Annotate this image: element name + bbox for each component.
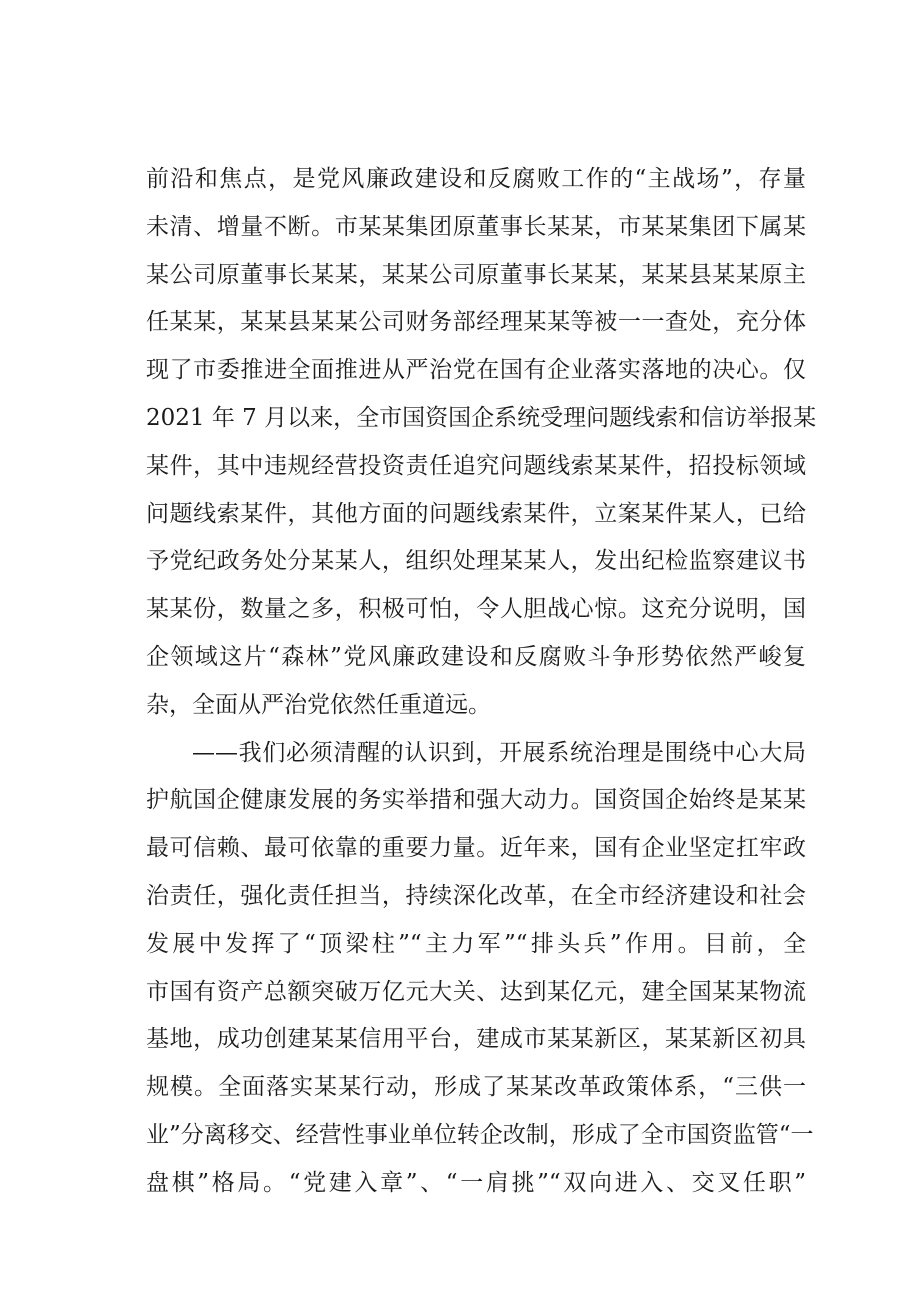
text-line: 予党纪政务处分某某人，组织处理某某人，发出纪检监察建议书: [146, 548, 806, 575]
text-line: 现了市委推进全面推进从严治党在国有企业落实落地的决心。仅: [146, 357, 806, 384]
text-line: 某某份，数量之多，积极可怕，令人胆战心惊。这充分说明，国: [146, 596, 806, 623]
text-line: 最可信赖、最可依靠的重要力量。近年来，国有企业坚定扛牢政: [146, 835, 806, 862]
text-line: 某件，其中违规经营投资责任追究问题线索某某件，招投标领域: [146, 452, 806, 479]
text-line: 2021 年 7 月以来，全市国资国企系统受理问题线索和信访举报某: [146, 404, 817, 431]
paragraph-1: [146, 156, 817, 730]
text-line: 未清、增量不断。市某某集团原董事长某某，市某某集团下属某: [146, 213, 806, 240]
paragraph-2: [146, 730, 814, 1208]
text-line: 基地，成功创建某某信用平台，建成市某某新区，某某新区初具: [146, 1026, 806, 1053]
text-line: 某公司原董事长某某，某某公司原董事长某某，某某县某某原主: [146, 261, 806, 288]
text-line: 企领域这片“森林”党风廉政建设和反腐败斗争形势依然严峻复: [146, 643, 806, 670]
text-line: 问题线索某件，其他方面的问题线索某件，立案某件某人，已给: [146, 500, 806, 527]
text-line: 发展中发挥了“顶梁柱”“主力军”“排头兵”作用。目前，全: [146, 930, 806, 957]
text-line: ——我们必须清醒的认识到，开展系统治理是围绕中心大局: [192, 739, 806, 766]
text-line: 业”分离移交、经营性事业单位转企改制，形成了全市国资监管“一: [146, 1121, 814, 1148]
text-line: 杂，全面从严治党依然任重道远。: [146, 691, 491, 718]
text-line: 盘棋”格局。“党建入章”、“一肩挑”“双向进入、交叉任职”: [146, 1169, 806, 1196]
text-line: 任某某，某某县某某公司财务部经理某某等被一一查处，充分体: [146, 309, 806, 336]
text-line: 规模。全面落实某某行动，形成了某某改革政策体系，“三供一: [146, 1074, 806, 1101]
text-line: 护航国企健康发展的务实举措和强大动力。国资国企始终是某某: [146, 787, 806, 814]
text-line: 前沿和焦点，是党风廉政建设和反腐败工作的“主战场”，存量: [146, 166, 806, 192]
text-line: 治责任，强化责任担当，持续深化改革，在全市经济建设和社会: [146, 882, 806, 909]
text-line: 市国有资产总额突破万亿元大关、达到某亿元，建全国某某物流: [146, 978, 806, 1005]
body-text: [146, 156, 817, 1208]
